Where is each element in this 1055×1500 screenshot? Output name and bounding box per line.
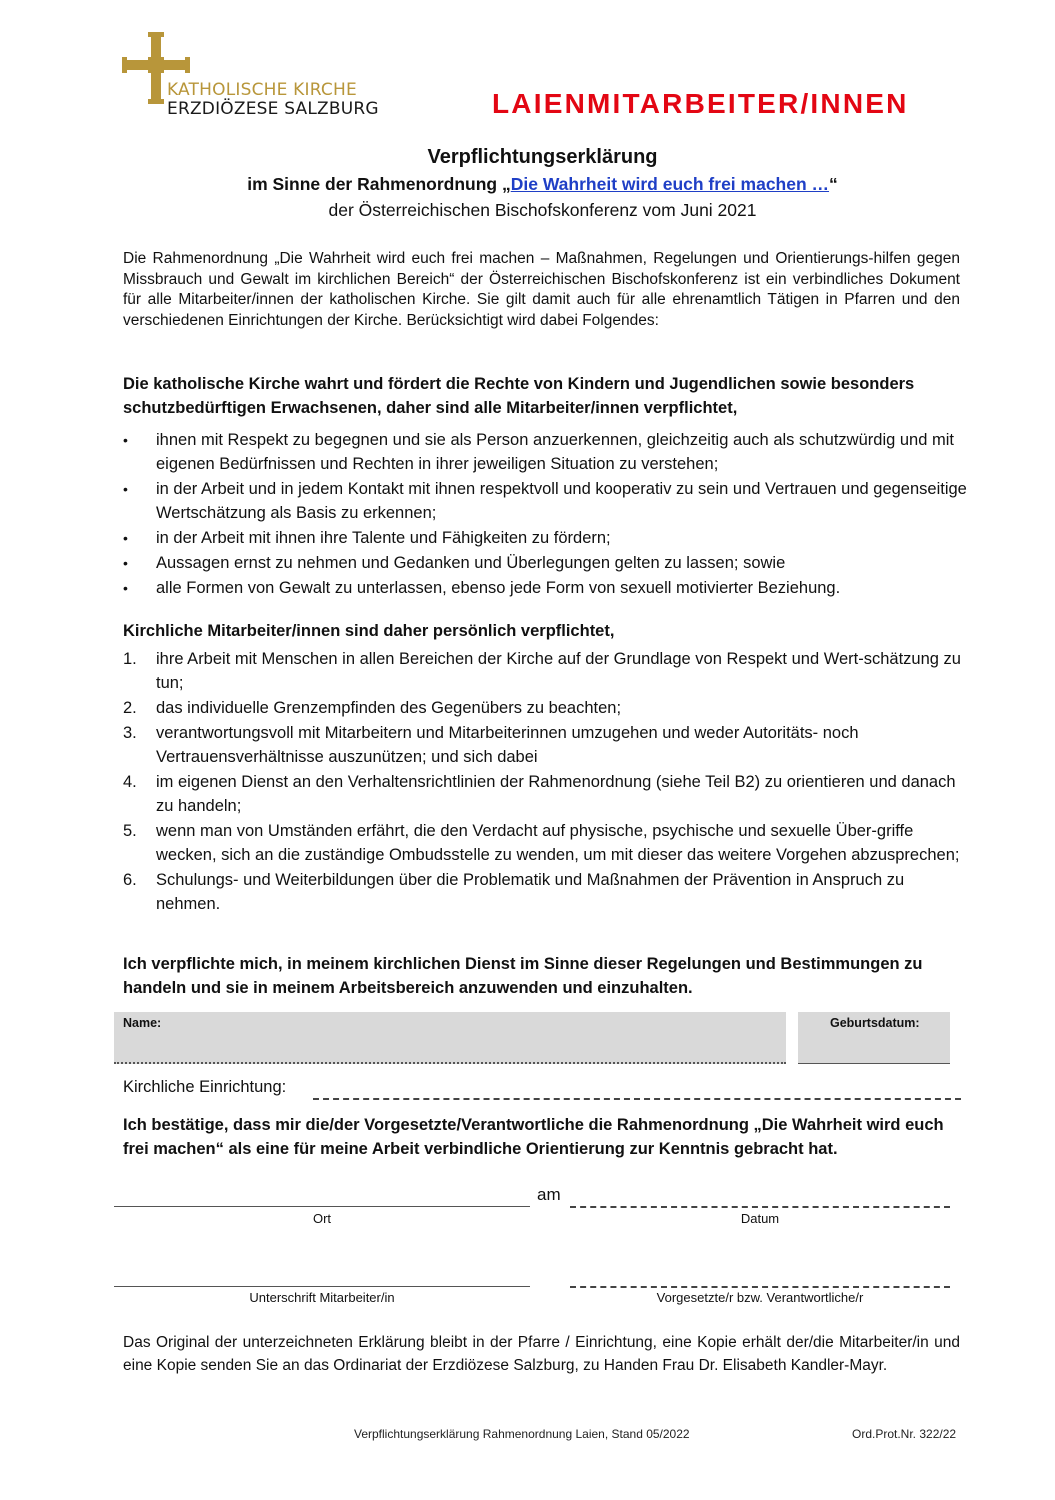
bullet-icon: •	[123, 530, 128, 546]
commitment-statement: Ich verpflichte mich, in meinem kirchlichen Dienst im Sinne dieser Regelungen und Bestimmungen zu handeln und sie in meinem Arbeitsbereich anzuwenden und einzuhalten.	[123, 955, 923, 997]
list-item: 3. verantwortungsvoll mit Mitarbeitern und Mitarbeiterinnen umzugehen und weder Autoritäts- noch Vertrauensverhältnisse auszunützen; und sich dabei	[123, 724, 859, 766]
footer-document-info: Verpflichtungserklärung Rahmenordnung Laien, Stand 05/2022	[354, 1427, 690, 1441]
logo-text-line2: ERZDIÖZESE SALZBURG	[167, 99, 379, 119]
role-title: LAIENMITARBEITER/INNEN	[492, 88, 909, 119]
page-subtitle	[0, 174, 1055, 195]
section2-heading: Kirchliche Mitarbeiter/innen sind daher persönlich verpflichtet,	[123, 622, 615, 640]
list-item: • in der Arbeit und in jedem Kontakt mit ihnen respektvoll und kooperativ zu sein und Vertrauen und gegenseitige Wertschätzung als Basis zu erkennen;	[123, 477, 968, 525]
ort-field[interactable]	[114, 1188, 530, 1207]
bullet-icon: •	[123, 432, 128, 448]
list-item: 2. das individuelle Grenzempfinden des Gegenübers zu beachten;	[123, 699, 622, 717]
birthdate-label: Geburtsdatum:	[830, 1016, 920, 1030]
supervisor-signature-field[interactable]	[570, 1270, 950, 1288]
logo-text-line1: KATHOLISCHE KIRCHE	[167, 80, 357, 100]
bullet-icon: •	[123, 481, 128, 497]
bullet-icon: •	[123, 580, 128, 596]
institution-label: Kirchliche Einrichtung:	[123, 1078, 287, 1096]
subtitle-prefix: im Sinne der Rahmenordnung „	[247, 174, 511, 194]
list-item: 6. Schulungs- und Weiterbildungen über die Problematik und Maßnahmen der Prävention in Anspruch zu nehmen.	[123, 871, 905, 913]
list-item: • ihnen mit Respekt zu begegnen und sie als Person anzuerkennen, gleichzeitig auch als schutzwürdig und mit eigenen Bedürfnissen und Rechten in ihrer jeweiligen Situation zu verstehen;	[123, 428, 968, 476]
ort-label: Ort	[312, 1211, 332, 1226]
confirmation-statement: Ich bestätige, dass mir die/der Vorgesetzte/Verantwortliche die Rahmenordnung „Die Wahrheit wird euch frei machen“ als eine für meine Arbeit verbindliche Orientierung zur Kenntnis gebracht hat.	[123, 1116, 944, 1158]
datum-label: Datum	[740, 1211, 780, 1226]
supervisor-signature-label: Vorgesetzte/r bzw. Verantwortliche/r	[656, 1290, 864, 1305]
rahmenordnung-link[interactable]: Die Wahrheit wird euch frei machen …	[510, 174, 830, 194]
page-subtitle-2: der Österreichischen Bischofskonferenz vom Juni 2021	[328, 200, 757, 220]
employee-signature-field[interactable]	[114, 1268, 530, 1287]
list-item: • Aussagen ernst zu nehmen und Gedanken und Überlegungen gelten zu lassen; sowie	[123, 551, 968, 575]
section1-list	[123, 428, 968, 601]
list-item: • in der Arbeit mit ihnen ihre Talente und Fähigkeiten zu fördern;	[123, 526, 968, 550]
datum-field[interactable]	[570, 1190, 950, 1208]
institution-field[interactable]	[313, 1084, 961, 1100]
employee-signature-label: Unterschrift Mitarbeiter/in	[249, 1290, 395, 1305]
name-field[interactable]	[114, 1012, 786, 1064]
am-label: am	[537, 1185, 561, 1204]
list-item: • alle Formen von Gewalt zu unterlassen, ebenso jede Form von sexuell motivierter Beziehung.	[123, 576, 968, 600]
birthdate-field[interactable]	[798, 1012, 950, 1064]
intro-paragraph: Die Rahmenordnung „Die Wahrheit wird euch frei machen – Maßnahmen, Regelungen und Orientierungs-hilfen gegen Missbrauch und Gewalt im kirchlichen Bereich“ der Österreichischen Bischofskonferenz ist ein verbindliches Dokument für alle Mitarbeiter/innen der katholischen Kirche. Sie gilt damit auch für alle ehrenamtlich Tätigen in Pfarren und den verschiedenen Einrichtungen der Kirche. Berücksichtigt wird dabei Folgendes:	[123, 250, 960, 329]
bullet-icon: •	[123, 555, 128, 571]
name-label: Name:	[123, 1016, 162, 1030]
list-item: 1. ihre Arbeit mit Menschen in allen Bereichen der Kirche auf der Grundlage von Respekt und Wert-schätzung zu tun;	[123, 650, 961, 692]
section2-list	[123, 647, 968, 917]
list-item: 5. wenn man von Umständen erfährt, die den Verdacht auf physische, psychische und sexuelle Über-griffe wecken, sich an die zuständige Ombudsstelle zu wenden, um mit dieser das weitere Vorgehen abzusprechen;	[123, 822, 960, 864]
footer-protocol-number: Ord.Prot.Nr. 322/22	[852, 1427, 957, 1441]
section1-heading: Die katholische Kirche wahrt und fördert die Rechte von Kindern und Jugendlichen sowie besonders schutzbedürftigen Erwachsenen, daher sind alle Mitarbeiter/innen verpflichtet,	[123, 375, 915, 417]
subtitle-suffix: “	[829, 174, 838, 194]
list-item: 4. im eigenen Dienst an den Verhaltensrichtlinien der Rahmenordnung (siehe Teil B2) zu orientieren und danach zu handeln;	[123, 773, 956, 815]
page-title: Verpflichtungserklärung	[427, 146, 658, 168]
distribution-note: Das Original der unterzeichneten Erklärung bleibt in der Pfarre / Einrichtung, eine Kopie erhält der/die Mitarbeiter/in und eine Kopie senden Sie an das Ordinariat der Erzdiözese Salzburg, zu Handen Frau Dr. Elisabeth Kandler-Mayr.	[123, 1334, 960, 1374]
